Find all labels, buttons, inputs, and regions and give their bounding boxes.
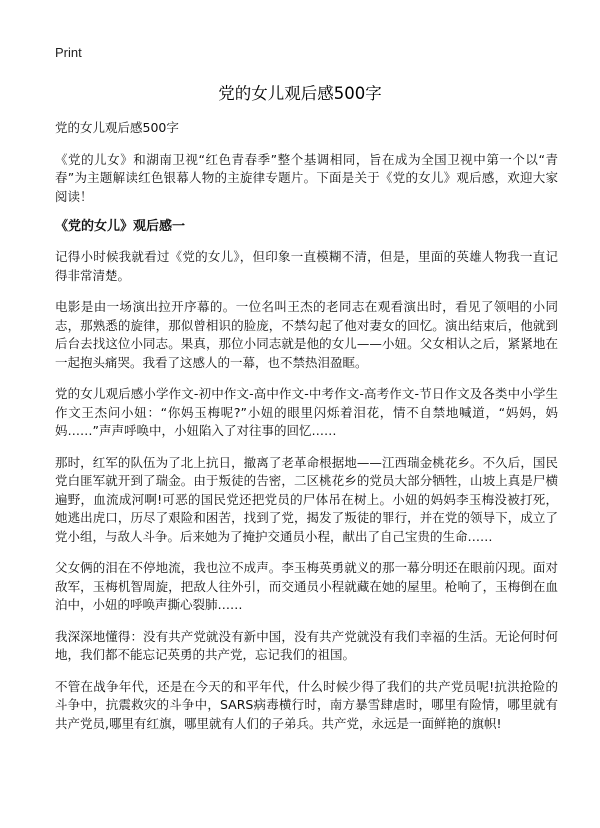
page-title: 党的女儿观后感500字 — [218, 84, 382, 103]
intro-paragraph: 《党的儿女》和湖南卫视“红色青春季”整个基调相同，旨在成为全国卫视中第一个以“青春”为主题解读红色银幕人物的主旋律专题片。下面是关于《党的女儿》观后感，欢迎大家阅读！ — [55, 151, 558, 204]
article-body — [55, 119, 558, 746]
body-paragraph-4: 那时，红军的队伍为了北上抗日，撤离了老革命根据地——江西瑞金桃花乡。不久后，国民党白匪军就开到了瑞金。由于叛徒的告密，二区桃花乡的党员大部分牺牲，山坡上真是尸横遍野，血流成河啊!可恶的国民党还把党员的尸体吊在树上。小妞的妈妈李玉梅没被打死，她逃出虎口，历尽了艰险和困苦，找到了党，揭发了叛徒的罪行，并在党的领导下，成立了党小组，与敌人斗争。后来她为了掩护交通员小程，献出了自己宝贵的生命…… — [55, 454, 558, 544]
section-heading: 《党的女儿》观后感一 — [55, 219, 186, 234]
body-paragraph-3: 党的女儿观后感小学作文-初中作文-高中作文-中考作文-高考作文-节日作文及各类中小学生作文王杰问小妞：“你妈玉梅呢?”小妞的眼里闪烁着泪花，情不自禁地喊道，“妈妈，妈妈……”声声呼唤中，小妞陷入了对往事的回忆…… — [55, 386, 558, 438]
print-link[interactable]: Print — [55, 45, 82, 60]
body-paragraph-7: 不管在战争年代，还是在今天的和平年代，什么时候少得了我们的共产党员呢!抗洪抢险的斗争中，抗震救灾的斗争中，SARS病毒横行时，南方暴雪肆虐时，哪里有险情，哪里就有共产党员,哪里有红旗，哪里就有人们的子弟兵。共产党，永远是一面鲜艳的旗帜! — [55, 678, 558, 731]
body-paragraph-2: 电影是由一场演出拉开序幕的。一位名叫王杰的老同志在观看演出时，看见了领唱的小同志，那熟悉的旋律，那似曾相识的脸庞，不禁勾起了他对妻女的回忆。演出结束后，他就到后台去找这位小同志。果真，那位小同志就是他的女儿——小妞。父女相认之后，紧紧地在一起抱头痛哭。我看了这感人的一幕，也不禁热泪盈眶。 — [55, 299, 558, 370]
body-paragraph-5: 父女俩的泪在不停地流，我也泣不成声。李玉梅英勇就义的那一幕分明还在眼前闪现。面对敌军，玉梅机智周旋，把敌人往外引，而交通员小程就藏在她的屋里。枪响了，玉梅倒在血泊中，小妞的呼唤声撕心裂肺…… — [55, 560, 558, 612]
body-paragraph-1: 记得小时候我就看过《党的女儿》，但印象一直模糊不清，但是，里面的英雄人物我一直记得非常清楚。 — [55, 249, 558, 283]
body-paragraph-6: 我深深地懂得：没有共产党就没有新中国，没有共产党就没有我们幸福的生活。无论何时何地，我们都不能忘记英勇的共产党，忘记我们的祖国。 — [55, 628, 558, 662]
article-subtitle: 党的女儿观后感500字 — [55, 120, 179, 135]
